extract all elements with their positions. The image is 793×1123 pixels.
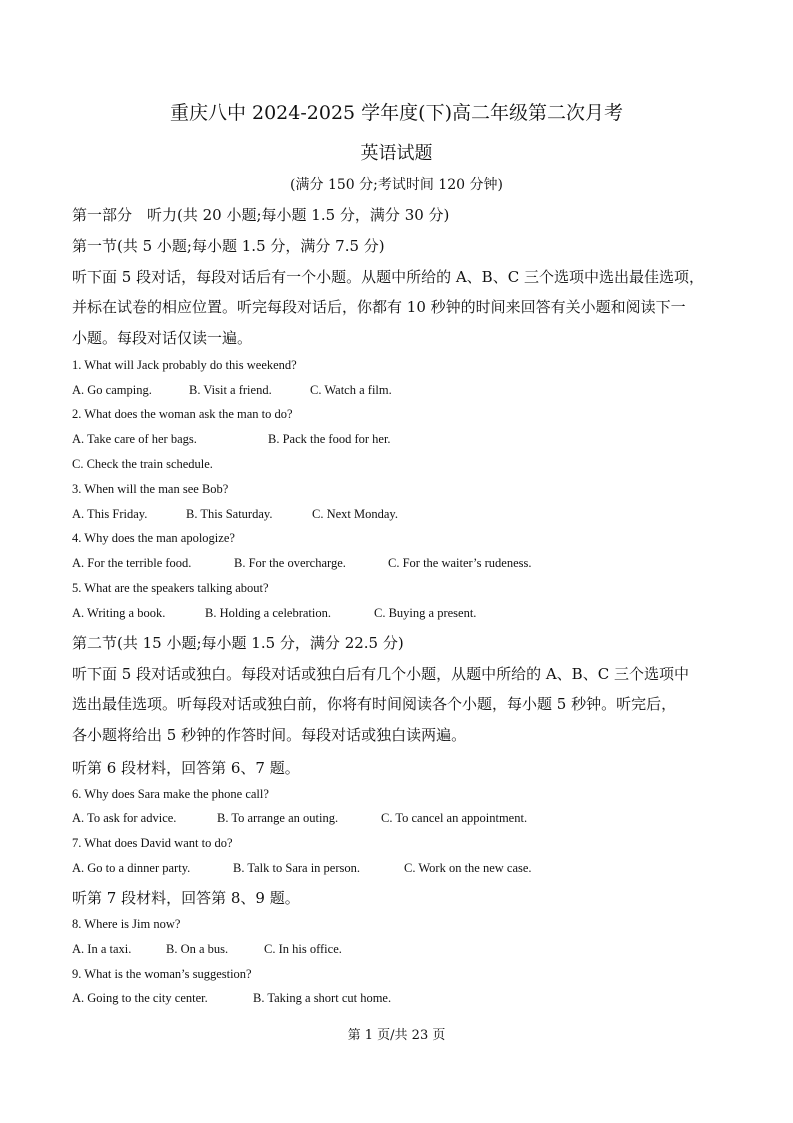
question-option: A. Take care of her bags.	[72, 432, 197, 446]
question-option: C. To cancel an appointment.	[381, 811, 528, 825]
exam-meta: (满分 150 分;考试时间 120 分钟)	[290, 177, 503, 193]
page-footer: 第 1 页/共 23 页	[347, 1028, 446, 1043]
section2-instructions-line: 各小题将给出 5 秒钟的作答时间。每段对话或独白读两遍。	[72, 726, 467, 744]
question-stem: 7. What does David want to do?	[72, 836, 233, 850]
material-heading: 听第 6 段材料，回答第 6、7 题。	[72, 759, 300, 777]
question-option: A. For the terrible food.	[72, 556, 192, 570]
question-option: B. On a bus.	[166, 942, 229, 956]
section1-heading: 第一节(共 5 小题;每小题 1.5 分，满分 7.5 分)	[72, 237, 385, 255]
section2-heading: 第二节(共 15 小题;每小题 1.5 分，满分 22.5 分)	[72, 634, 404, 652]
question-stem: 2. What does the woman ask the man to do?	[72, 407, 293, 421]
question-option: C. Next Monday.	[312, 507, 398, 521]
question-option: C. Work on the new case.	[404, 861, 532, 875]
part1-heading: 第一部分 听力(共 20 小题;每小题 1.5 分，满分 30 分)	[72, 206, 450, 224]
question-option: B. For the overcharge.	[234, 556, 346, 570]
question-option: A. This Friday.	[72, 507, 148, 521]
question-option: B. Visit a friend.	[189, 383, 272, 397]
section1-instructions-line: 听下面 5 段对话，每段对话后有一个小题。从题中所给的 A、B、C 三个选项中选出最佳选项，	[72, 268, 704, 286]
question-option: A. Go camping.	[72, 383, 152, 397]
question-stem: 3. When will the man see Bob?	[72, 482, 229, 496]
question-option: C. Watch a film.	[310, 383, 392, 397]
question-option: A. To ask for advice.	[72, 811, 177, 825]
page-title: 重庆八中 2024-2025 学年度(下)高二年级第二次月考	[169, 102, 624, 124]
question-stem: 5. What are the speakers talking about?	[72, 581, 269, 595]
question-option: C. Check the train schedule.	[72, 457, 213, 471]
question-option: C. Buying a present.	[374, 606, 477, 620]
question-option: B. Pack the food for her.	[268, 432, 391, 446]
question-stem: 9. What is the woman’s suggestion?	[72, 967, 252, 981]
question-option: A. Writing a book.	[72, 606, 166, 620]
question-stem: 4. Why does the man apologize?	[72, 531, 235, 545]
question-option: A. In a taxi.	[72, 942, 132, 956]
page-subtitle: 英语试题	[360, 143, 433, 164]
section2-instructions-line: 听下面 5 段对话或独白。每段对话或独白后有几个小题，从题中所给的 A、B、C 三个选项中	[72, 665, 689, 683]
question-stem: 6. Why does Sara make the phone call?	[72, 787, 269, 801]
question-option: B. To arrange an outing.	[217, 811, 339, 825]
question-option: B. This Saturday.	[186, 507, 273, 521]
question-option: B. Taking a short cut home.	[253, 991, 392, 1005]
section2-instructions-line: 选出最佳选项。听每段对话或独白前，你将有时间阅读各个小题，每小题 5 秒钟。听完后，	[72, 695, 677, 713]
material-heading: 听第 7 段材料，回答第 8、9 题。	[72, 889, 300, 907]
section1-instructions-line: 小题。每段对话仅读一遍。	[72, 329, 253, 347]
question-option: A. Going to the city center.	[72, 991, 208, 1005]
question-option: B. Talk to Sara in person.	[233, 861, 361, 875]
question-stem: 8. Where is Jim now?	[72, 917, 181, 931]
question-option: C. In his office.	[264, 942, 342, 956]
question-option: C. For the waiter’s rudeness.	[388, 556, 532, 570]
question-option: A. Go to a dinner party.	[72, 861, 191, 875]
section1-instructions-line: 并标在试卷的相应位置。听完每段对话后，你都有 10 秒钟的时间来回答有关小题和阅读下一	[72, 298, 686, 316]
question-option: B. Holding a celebration.	[205, 606, 332, 620]
question-stem: 1. What will Jack probably do this weekend?	[72, 358, 297, 372]
